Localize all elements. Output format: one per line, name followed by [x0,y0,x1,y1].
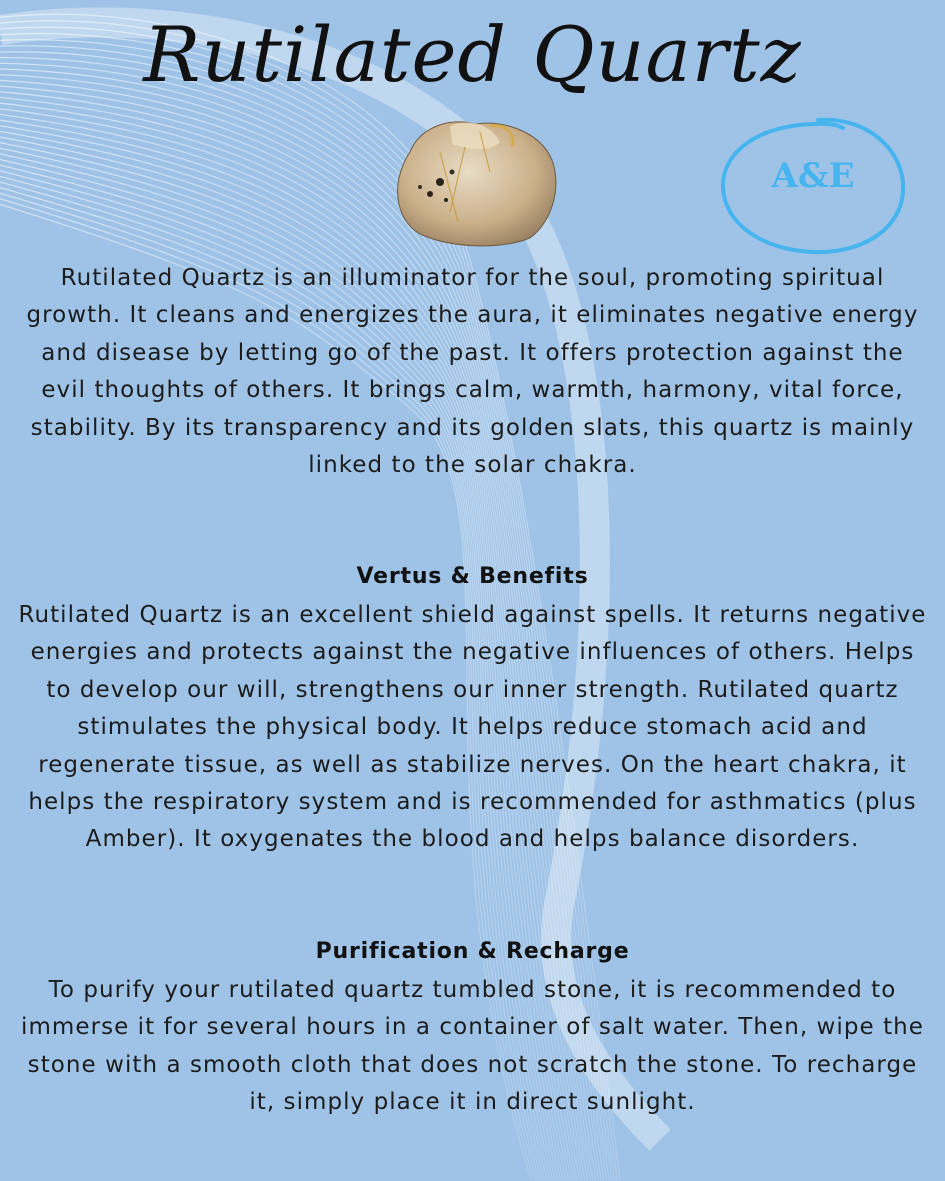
section-body-virtues: Rutilated Quartz is an excellent shield against spells. It returns negative energies and protects against the negative influences of others. Helps to develop our will, strengthens our inner strength. Rutilated quartz stimulates the physical body. It helps reduce stomach acid and regenerate tissue, as well as stabilize nerves. On the heart chakra, it helps the respiratory system and is recommended for asthmatics (plus Amber). It oxygenates the blood and helps balance disorders. [18,602,927,853]
logo-text: A&E [771,156,855,196]
page-title: Rutilated Quartz [143,10,802,99]
section-heading-virtues: Vertus & Benefits [356,564,589,589]
section-heading-purification: Purification & Recharge [315,939,630,964]
rutilated-quartz-stone-image [380,112,565,252]
section-body-purification: To purify your rutilated quartz tumbled stone, it is recommended to immerse it for several hours in a container of salt water. Then, wipe the stone with a smooth cloth that does not scratch the stone. To recharge it, simply place it in direct sunlight. [21,977,924,1116]
intro-paragraph: Rutilated Quartz is an illuminator for the soul, promoting spiritual growth. It cleans and energizes the aura, it eliminates negative energy and disease by letting go of the past. It offers protection against the evil thoughts of others. It brings calm, warmth, harmony, vital force, stability. By its transparency and its golden slats, this quartz is mainly linked to the solar chakra. [26,265,919,479]
